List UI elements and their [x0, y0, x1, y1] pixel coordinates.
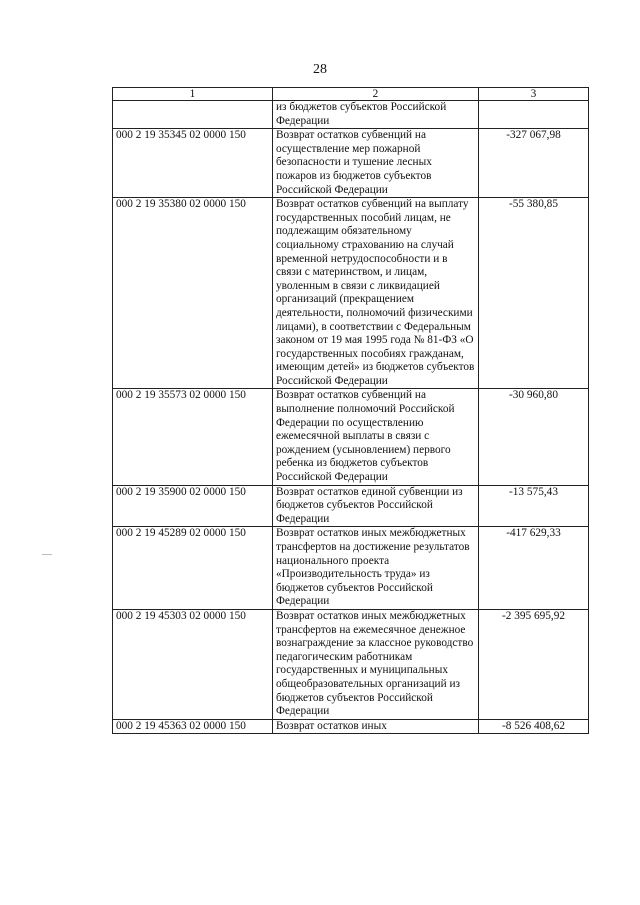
- row-amount: -8 526 408,62: [479, 719, 589, 734]
- margin-mark: [42, 554, 52, 555]
- row-code: 000 2 19 35900 02 0000 150: [113, 485, 273, 527]
- table-header-row: [113, 88, 589, 101]
- table-row: [113, 101, 589, 129]
- row-description: Возврат остатков субвенций на выплату государственных пособий лицам, не подлежащим обязательному социальному страхованию на случай временной нетрудоспособности и в связи с материнством, и лицам, уволенным в связи с ликвидацией организаций (прекращением деятельности, полномочий физическими лицами), в соответствии с Федеральным законом от 19 мая 1995 года № 81-ФЗ «О государственных пособиях гражданам, имеющим детей» из бюджетов субъектов Российской Федерации: [273, 198, 479, 389]
- row-description: Возврат остатков субвенций на осуществление мер пожарной безопасности и тушение лесных пожаров из бюджетов субъектов Российской Федерации: [273, 129, 479, 198]
- row-code: 000 2 19 35345 02 0000 150: [113, 129, 273, 198]
- row-code: 000 2 19 35573 02 0000 150: [113, 389, 273, 485]
- row-amount: -2 395 695,92: [479, 609, 589, 719]
- row-amount: [479, 101, 589, 129]
- page-number: 28: [313, 62, 327, 77]
- row-description: Возврат остатков единой субвенции из бюджетов субъектов Российской Федерации: [273, 485, 479, 527]
- table-row: [113, 719, 589, 734]
- row-amount: -13 575,43: [479, 485, 589, 527]
- row-description: Возврат остатков иных межбюджетных трансфертов на достижение результатов национального проекта «Производительность труда» из бюджетов субъектов Российской Федерации: [273, 527, 479, 610]
- row-amount: -327 067,98: [479, 129, 589, 198]
- table-row: [113, 485, 589, 527]
- table-row: [113, 389, 589, 485]
- row-code: [113, 101, 273, 129]
- table-row: [113, 609, 589, 719]
- row-description: из бюджетов субъектов Российской Федерации: [273, 101, 479, 129]
- budget-table: [112, 87, 589, 734]
- row-code: 000 2 19 45289 02 0000 150: [113, 527, 273, 610]
- row-description: Возврат остатков иных межбюджетных трансфертов на ежемесячное денежное вознаграждение за классное руководство педагогическим работникам государственных и муниципальных общеобразовательных организаций из бюджетов субъектов Российской Федерации: [273, 609, 479, 719]
- column-header-amount: 3: [479, 88, 589, 101]
- row-amount: -55 380,85: [479, 198, 589, 389]
- column-header-description: 2: [273, 88, 479, 101]
- row-amount: -30 960,80: [479, 389, 589, 485]
- row-description: Возврат остатков субвенций на выполнение полномочий Российской Федерации по осуществлению ежемесячной выплаты в связи с рождением (усыновлением) первого ребенка из бюджетов субъектов Российской Федерации: [273, 389, 479, 485]
- row-description: Возврат остатков иных: [273, 719, 479, 734]
- row-amount: -417 629,33: [479, 527, 589, 610]
- table-row: [113, 198, 589, 389]
- column-header-code: 1: [113, 88, 273, 101]
- row-code: 000 2 19 45303 02 0000 150: [113, 609, 273, 719]
- table-row: [113, 527, 589, 610]
- row-code: 000 2 19 35380 02 0000 150: [113, 198, 273, 389]
- table-row: [113, 129, 589, 198]
- row-code: 000 2 19 45363 02 0000 150: [113, 719, 273, 734]
